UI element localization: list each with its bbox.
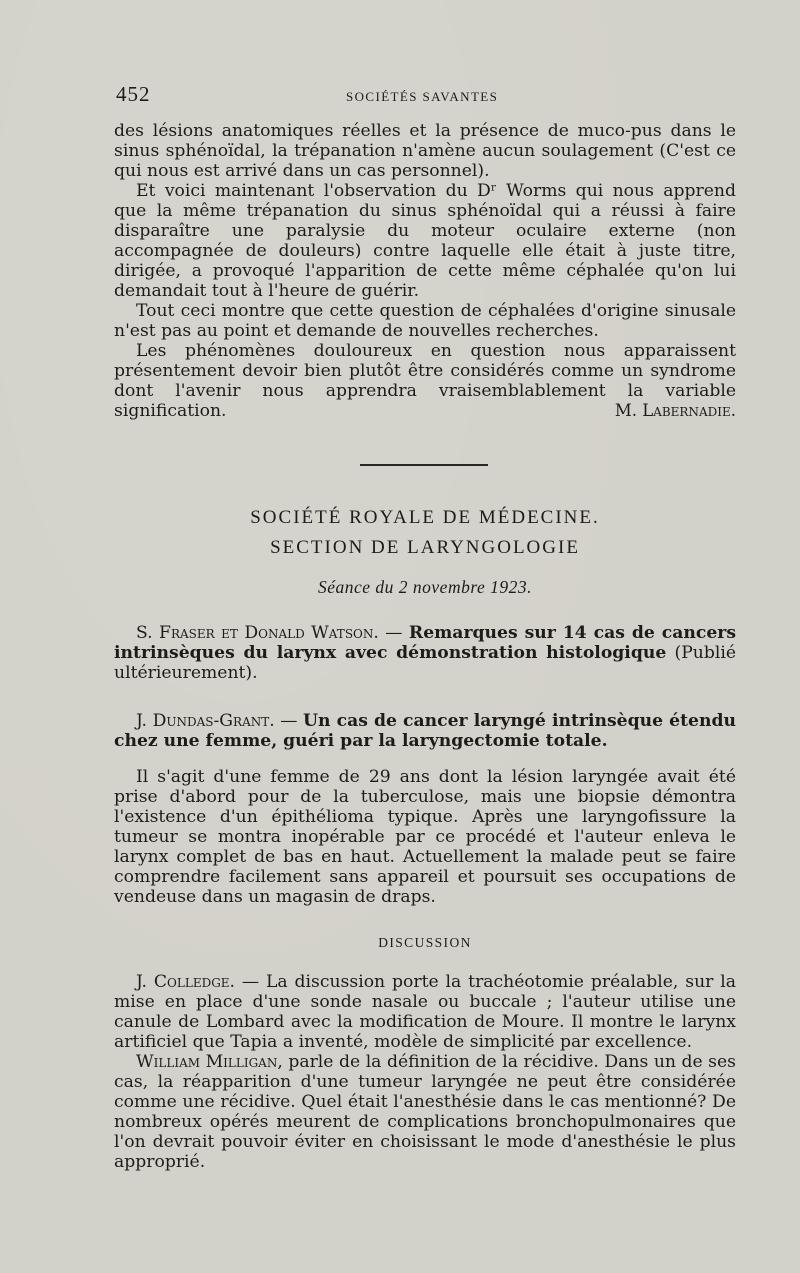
intro-paragraph-2: Et voici maintenant l'observation du Dʳ Worms qui nous apprend que la même trépanation du sinus sphénoïdal qui a réussi à faire disparaître une paralysie du moteur oculaire externe (non accompagnée de douleurs) contre laquelle elle était à juste titre, dirigée, a provoqué l'apparition de cette même céphalée qu'on lui demandait tout à l'heure de guérir. — [114, 181, 736, 301]
section-divider — [360, 464, 488, 466]
entry-1-paragraph — [114, 623, 736, 683]
discussion-paragraph-1 — [114, 972, 736, 1052]
entry-2-body: Il s'agit d'une femme de 29 ans dont la lésion laryngée avait été prise d'abord pour de la tuberculose, mais une biopsie démontra l'existence d'un épithélioma typique. Après une laryngofissure la tumeur se montra inopérable par ce procédé et l'auteur enleva le larynx complet de bas en haut. Actuellement la malade peut se faire comprendre facilement sans appareil et poursuit ses occupations de vendeuse dans un magasin de draps. — [114, 767, 736, 907]
session-date: Séance du 2 novembre 1923. — [317, 577, 533, 597]
entry-2 — [114, 711, 736, 751]
page-header — [116, 82, 736, 108]
discussion-text-1: — La discussion porte la trachéotomie préalable, sur la mise en place d'une sonde nasale ou buccale ; l'auteur utilise une canule de Lombard avec la modification de Moure. Il montre le larynx artificiel que Tapia a inventé, modèle de simplicité par excellence. — [114, 972, 736, 1052]
entry-1-authors: S. Fraser et Donald Watson. — — [136, 623, 403, 643]
discussion-author-1: J. Colledge. — [136, 972, 236, 992]
entry-1-title: Remarques sur 14 cas de cancers intrinsèques du larynx avec démonstration histologique — [114, 623, 736, 663]
entry-1-note: (Publié ultérieurement). — [114, 643, 736, 683]
intro-paragraph-4 — [114, 341, 736, 421]
intro-text-block — [114, 121, 736, 421]
section-title: SECTION DE LARYNGOLOGIE — [270, 537, 580, 558]
entry-2-title: Un cas de cancer laryngé intrinsèque étendu chez une femme, guéri par la laryngectomie totale. — [114, 711, 736, 751]
discussion-text-2: parle de la définition de la récidive. Dans un de ses cas, la réapparition d'une tumeur laryngée ne peut être considérée comme une récidive. Quel était l'anesthésie dans le cas mentionné? De nombreux opérés meurent de complications bronchopulmonaires que l'on devrait pouvoir éviter en choisissant le mode d'anesthésie le plus approprié. — [114, 1052, 736, 1172]
entry-1 — [114, 623, 736, 683]
page-number: 452 — [116, 82, 151, 106]
intro-paragraph-4-text: Les phénomènes douloureux en question nous apparaissent présentement devoir bien plutôt être considérés comme un syndrome dont l'avenir nous apprendra vraisemblablement la variable signification. — [114, 341, 736, 421]
intro-paragraph-1: des lésions anatomiques réelles et la présence de muco-pus dans le sinus sphénoïdal, la trépanation n'amène aucun soulagement (C'est ce qui nous est arrivé dans un cas personnel). — [114, 121, 736, 181]
entry-2-author: J. Dundas-Grant. — — [136, 711, 298, 731]
society-title: SOCIÉTÉ ROYALE DE MÉDECINE. — [250, 507, 600, 528]
entry-2-body-block — [114, 767, 736, 907]
signature: M. Labernadie. — [614, 401, 736, 420]
running-head: SOCIÉTÉS SAVANTES — [346, 89, 499, 104]
discussion-author-2: William Milligan, — [136, 1052, 283, 1072]
discussion-block — [114, 972, 736, 1172]
intro-paragraph-3: Tout ceci montre que cette question de céphalées d'origine sinusale n'est pas au point et demande de nouvelles recherches. — [114, 301, 736, 341]
discussion-heading: DISCUSSION — [378, 935, 472, 950]
entry-2-heading — [114, 711, 736, 751]
discussion-paragraph-2 — [114, 1052, 736, 1172]
